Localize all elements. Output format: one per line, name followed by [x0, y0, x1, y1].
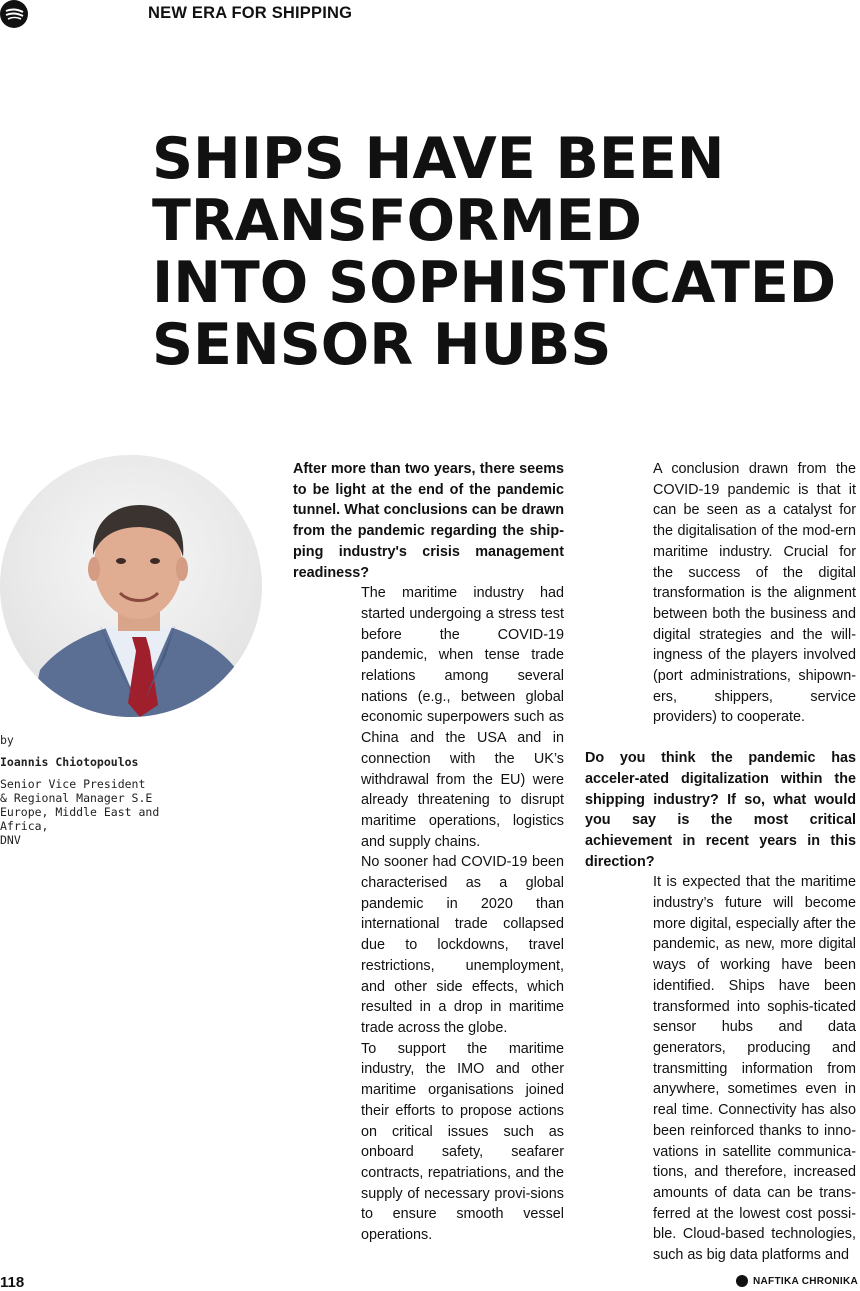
article-column-1: [293, 459, 564, 1246]
author-name: Ioannis Chiotopoulos: [0, 755, 139, 769]
headline-line: SHIPS HAVE BEEN: [152, 126, 725, 192]
footer-brand: [736, 1275, 858, 1287]
answer-paragraph: To support the maritime industry, the IMO and other maritime organisations joined their efforts to propose actions on critical issues such as onboard safety, seafarer contracts, repatriations, and the supply of necessary provi-sions to ensure smooth vessel operations.: [361, 1040, 564, 1244]
page-number: 118: [0, 1274, 25, 1291]
answer-paragraph: It is expected that the maritime industry’s future will become more digital, especially after the pandemic, as new, more digital ways of working have been identified. Ships have been transformed into sophis-ticated sensor hubs and data generators, producing and transmitting information from anywhere, sometimes even in real time. Connectivity has also been reinforced thanks to inno-vations in satellite communica-tions, and therefore, increased amounts of data can be trans-ferred at the lowest cost possi-ble. Cloud-based technologies, such as big data platforms and: [653, 874, 856, 1264]
article-column-2: [585, 459, 856, 1266]
naftika-chronika-logo-icon: [736, 1275, 748, 1287]
author-byline: [0, 733, 175, 847]
answer-paragraph: No sooner had COVID-19 been characterised as a global pandemic in 2020 than international trade collapsed due to lockdowns, travel restrictions, unemployment, and other side effects, which resulted in a drop in maritime trade across the globe.: [361, 854, 564, 1036]
section-title: NEW ERA FOR SHIPPING: [148, 4, 353, 22]
brand-name: NAFTIKA CHRONIKA: [753, 1275, 858, 1287]
author-role: Senior Vice President & Regional Manager S.E Europe, Middle East and Africa, DNV: [0, 777, 160, 847]
answer-paragraph: A conclusion drawn from the COVID-19 pandemic is that it can be seen as a catalyst for the digitalisation of the mod-ern maritime industry. Crucial for the success of the digital transformation is the alignment between both the business and digital strategies and the will-ingness of the players involved (port administrations, shipown-ers, shippers, service providers) to cooperate.: [653, 461, 856, 726]
answer-paragraph: The maritime industry had started undergoing a stress test before the COVID-19 pandemic, when tense trade relations among several nations (e.g., between global economic superpowers such as China and the USA and in connection with the UK’s withdrawal from the EU) were already threatening to disrupt maritime operations, logistics and supply chains.: [361, 585, 564, 850]
headline-line: INTO SOPHISTICATED: [152, 250, 837, 316]
headline-line: TRANSFORMED: [152, 188, 642, 254]
byline-by: by: [0, 733, 14, 747]
headline: [152, 128, 836, 376]
author-portrait: [0, 455, 262, 717]
headline-line: SENSOR HUBS: [152, 312, 612, 378]
naftika-chronika-logo-icon: [0, 0, 28, 28]
question-2: Do you think the pandemic has acceler-ated digitalization within the shipping industry? If so, what would you say is the most critical achievement in recent years in this direction?: [585, 750, 856, 870]
question-1: After more than two years, there seems to be light at the end of the pandemic tunnel. What conclusions can be drawn from the pandemic regarding the ship-ping industry's crisis management readiness?: [293, 461, 564, 581]
